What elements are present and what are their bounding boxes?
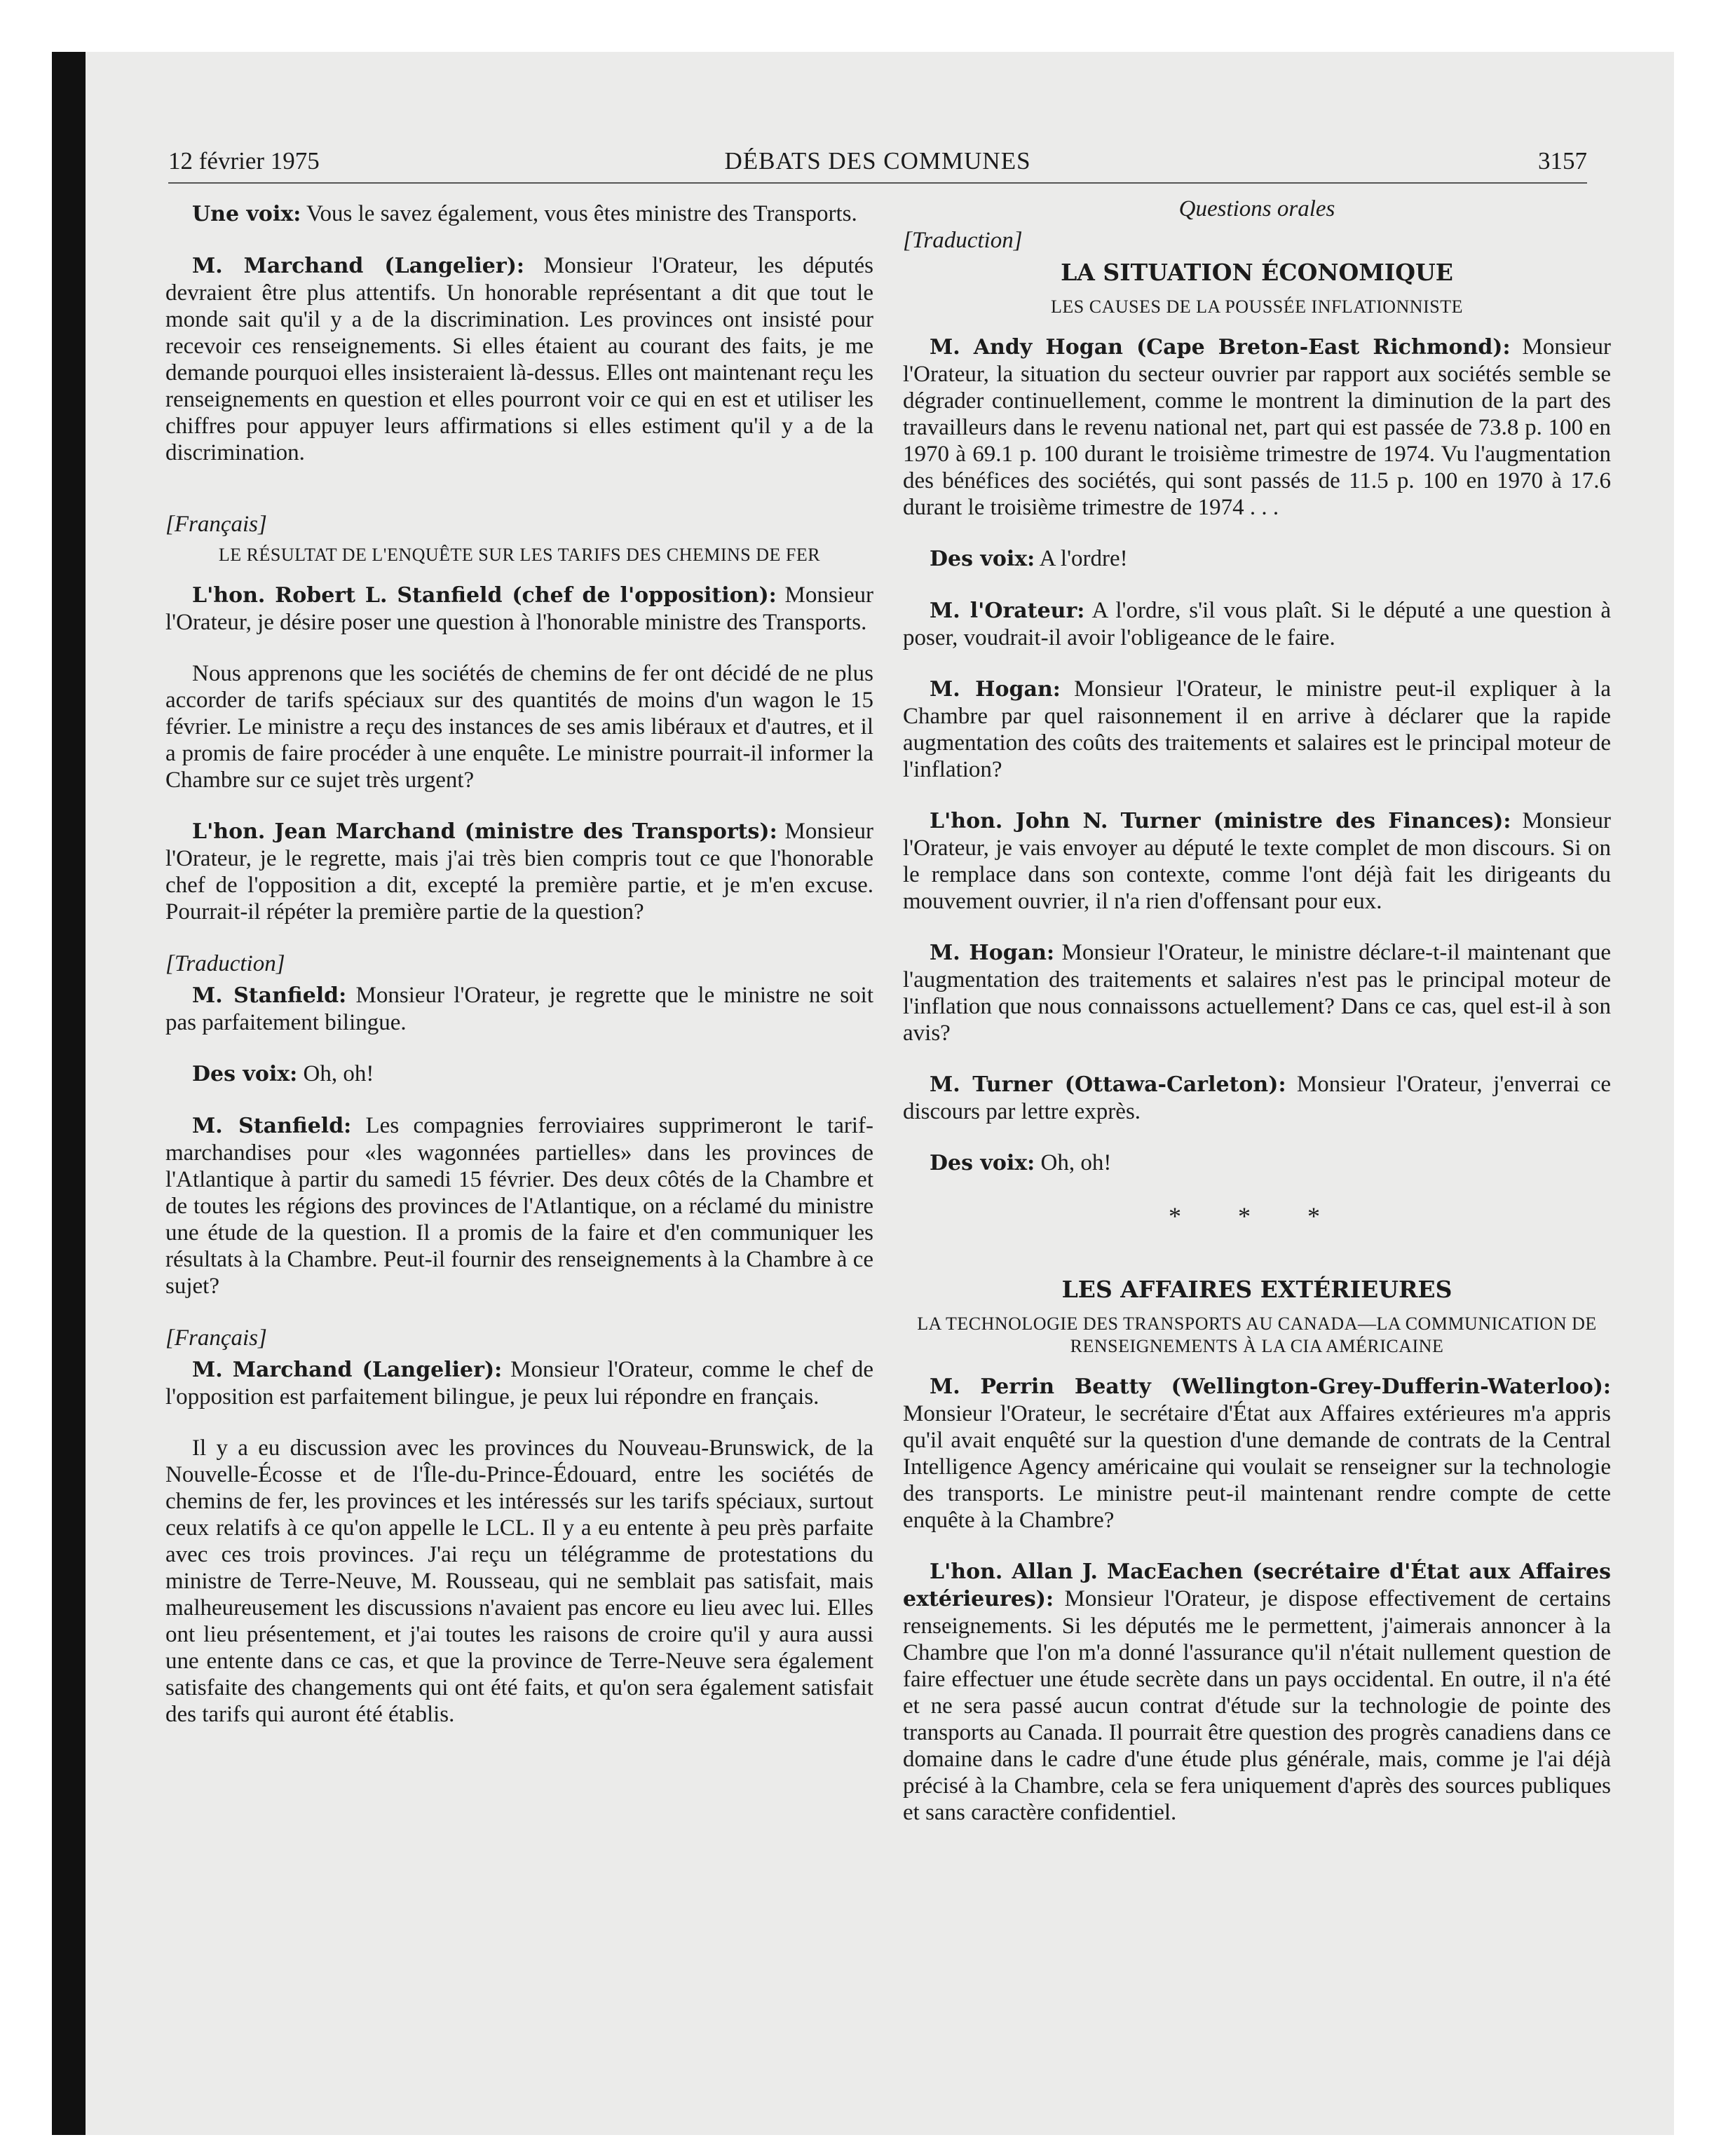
paragraph [165, 1112, 873, 1299]
document-page [86, 52, 1674, 2135]
speaker: M. Hogan: [930, 941, 1055, 965]
speech-text: Oh, oh! [1035, 1150, 1112, 1175]
speaker: M. Marchand (Langelier): [192, 254, 524, 278]
speech-text: Monsieur l'Orateur, les députés devraient être plus attentifs. Un honorable représentant a dit que tout le monde sait qu'il y a de la discrimination. Les provinces ont insisté pour recevoir ces renseignements. Si elles étaient au courant des faits, je me demande pourquoi elles insisteraient là-dessus. Elles ont maintenant reçu les renseignements en question et elles pourront voir ce qui en est et utiliser les chiffres pour appuyer leurs affirmations si elles estiment qu'il y a de la discrimination. [165, 253, 873, 465]
speech-text: Monsieur l'Orateur, je le regrette, mais j'ai très bien compris tout ce que l'honorable chef de l'opposition a dit, excepté la première partie, et je m'en excuse. Pourrait-il répéter la première partie de la question? [165, 819, 873, 925]
speaker: M. Stanfield: [192, 1114, 352, 1138]
paragraph: Il y a eu discussion avec les provinces du Nouveau-Brunswick, de la Nouvelle-Écosse et de l'Île-du-Prince-Édouard, entre les sociétés de chemins de fer, les provinces et les intéressés sur les tarifs spéciaux, surtout ceux relatifs à ce qu'on appelle le LCL. Il y a eu entente à peu près parfaite avec ces trois provinces. J'ai reçu un télégramme de protestations du ministre de Terre-Neuve, M. Rousseau, qui ne semblait pas satisfait, mais malheureusement les discussions n'avaient pas encore eu lieu avec lui. Elles ont lieu présentement, et j'ai toutes les raisons de croire qu'il y aura aussi une entente dans ce cas, et que la province de Terre-Neuve sera également satisfaite des changements qui ont été faits, et qu'on sera également satisfait des tarifs qui auront été établis. [165, 1435, 873, 1727]
speech-text: A l'ordre! [1035, 546, 1128, 571]
speech-text: A l'ordre, s'il vous plaît. Si le député a une question à poser, voudrait-il avoir l'obligeance de le faire. [903, 598, 1611, 650]
speech-text: Monsieur l'Orateur, je regrette que le ministre ne soit pas parfaitement bilingue. [165, 983, 874, 1035]
speech-text: Monsieur l'Orateur, je dispose effectivement de certains renseignements. Si les députés me le permettent, j'aimerais annoncer à la Chambre que l'on m'a donné l'assurance qu'il n'était nullement question de faire effectuer une étude secrète dans un pays occidental. En outre, il n'a été et ne sera passé aucun contrat d'étude sur la technologie de pointe des transports au Canada. Il pourrait être question des progrès canadiens dans ce domaine dans le cadre d'une étude plus générale, mais, comme je l'ai déjà précisé à la Chambre, cela se fera uniquement d'après des sources publiques et sans caractère confidentiel. [903, 1586, 1611, 1825]
speech-text: Oh, oh! [297, 1061, 374, 1086]
section-heading: LES AFFAIRES EXTÉRIEURES [1061, 1276, 1452, 1303]
speech-text: Monsieur l'Orateur, le ministre peut-il expliquer à la Chambre par quel raisonnement il en arrive à déclarer que la rapide augmentation des coûts des traitements et salaires est le principal moteur de l'inflation? [903, 676, 1611, 782]
paragraph [165, 582, 873, 636]
speaker: Des voix: [930, 1151, 1035, 1175]
speech-text: Monsieur l'Orateur, je désire poser une question à l'honorable ministre des Transports. [165, 582, 873, 635]
speech-text: Monsieur l'Orateur, la situation du secteur ouvrier par rapport aux sociétés semble se dégrader continuellement, comme le montrent la diminution de la part des travailleurs dans le revenu national net, part qui est passée de 73.8 p. 100 en 1970 à 69.1 p. 100 durant le troisième trimestre de 1974. Vu l'augmentation des bénéfices des sociétés, qui sont passés de 11.5 p. 100 en 1970 à 17.6 durant le troisième trimestre de 1974 . . . [903, 334, 1611, 520]
paragraph [903, 939, 1611, 1046]
speech-text: Vous le savez également, vous êtes ministre des Transports. [301, 201, 857, 226]
speaker: L'hon. Jean Marchand (ministre des Transports): [192, 819, 777, 844]
section-subheading: LE RÉSULTAT DE L'ENQUÊTE SUR LES TARIFS DES CHEMINS DE FER [218, 545, 821, 565]
speaker: Une voix: [192, 202, 301, 226]
speaker: M. Hogan: [930, 677, 1061, 702]
paragraph [165, 1356, 873, 1410]
header-date: 12 février 1975 [168, 147, 320, 175]
language-marker: [Traduction] [165, 951, 285, 976]
speech-text: Les compagnies ferroviaires supprimeront le tarif-marchandises pour «les wagonnées partielles» dans les provinces de l'Atlantique à partir du samedi 15 février. Des deux côtés de la Chambre et de toutes les régions des provinces de l'Atlantique, on a réclamé du ministre une étude de la question. Il a promis de la faire et d'en communiquer les résultats à la Chambre. Peut-il fournir des renseignements à la Chambre à ce sujet? [165, 1113, 873, 1299]
header-title: DÉBATS DES COMMUNES [724, 147, 1031, 175]
paragraph [165, 200, 873, 228]
left-column [165, 200, 873, 1752]
paragraph [903, 807, 1611, 915]
paragraph [903, 597, 1611, 651]
section-separator: * * * [1169, 1202, 1345, 1230]
speaker: M. l'Orateur: [930, 599, 1085, 623]
page-number: 3157 [1538, 147, 1587, 175]
section-label: Questions orales [1178, 196, 1335, 221]
paragraph [903, 1071, 1611, 1125]
paragraph [903, 1373, 1611, 1534]
paragraph [903, 545, 1611, 573]
speech-text: Monsieur l'Orateur, le ministre déclare-t-il maintenant que l'augmentation des traitements et salaires n'est pas le principal moteur de l'inflation que nous connaissons actuellement? Dans ce cas, quel est-il à son avis? [903, 940, 1611, 1046]
speech-text: Monsieur l'Orateur, le secrétaire d'État aux Affaires extérieures m'a appris qu'il avait enquêté sur la question d'une demande de contrats de la Central Intelligence Agency américaine qui voulait se renseigner sur la technologie des transports. Le ministre peut-il maintenant rendre compte de cette enquête à la Chambre? [903, 1401, 1611, 1533]
section-subheading: LA TECHNOLOGIE DES TRANSPORTS AU CANADA—LA COMMUNICATION DE RENSEIGNEMENTS À LA CIA AMÉRICAINE [917, 1314, 1597, 1356]
speaker: M. Stanfield: [192, 983, 347, 1008]
speech-text: Monsieur l'Orateur, j'enverrai ce discours par lettre exprès. [903, 1072, 1611, 1124]
speaker: Des voix: [192, 1062, 298, 1086]
speech-text: Monsieur l'Orateur, je vais envoyer au député le texte complet de mon discours. Si on le remplace dans son contexte, comme l'ont déjà fait les dirigeants du mouvement ouvrier, il n'a rien d'offensant pour eux. [903, 808, 1611, 914]
language-marker: [Français] [165, 512, 267, 537]
paragraph [165, 982, 873, 1036]
paragraph [903, 676, 1611, 783]
paragraph [903, 1558, 1611, 1826]
language-marker: [Français] [165, 1325, 267, 1351]
speaker: L'hon. Allan J. MacEachen (secrétaire d'État aux Affaires extérieures): [903, 1560, 1611, 1611]
speaker: L'hon. Robert L. Stanfield (chef de l'opposition): [192, 583, 777, 608]
paragraph [165, 252, 873, 466]
paragraph: Nous apprenons que les sociétés de chemins de fer ont décidé de ne plus accorder de tarifs spéciaux sur des quantités de moins d'un wagon le 15 février. Le ministre a reçu des instances de ses amis libéraux et d'autres, et il a promis de faire procéder à une enquête. Le ministre pourrait-il informer la Chambre sur ce sujet très urgent? [165, 661, 873, 793]
section-subheading: LES CAUSES DE LA POUSSÉE INFLATIONNISTE [1051, 296, 1463, 317]
paragraph [903, 1149, 1611, 1177]
speaker: L'hon. John N. Turner (ministre des Finances): [930, 809, 1511, 833]
paragraph [165, 1060, 873, 1088]
speaker: M. Marchand (Langelier): [192, 1358, 503, 1382]
paragraph [165, 818, 873, 925]
speech-text: Monsieur l'Orateur, comme le chef de l'opposition est parfaitement bilingue, je peux lui répondre en français. [165, 1357, 873, 1410]
language-marker: [Traduction] [903, 228, 1023, 253]
section-heading: LA SITUATION ÉCONOMIQUE [1061, 259, 1453, 286]
speaker: M. Turner (Ottawa-Carleton): [930, 1072, 1286, 1097]
page-header [168, 147, 1587, 184]
speaker: Des voix: [930, 547, 1035, 571]
paragraph [903, 334, 1611, 521]
speaker: M. Perrin Beatty (Wellington-Grey-Dufferin-Waterloo): [930, 1374, 1611, 1399]
speaker: M. Andy Hogan (Cape Breton-East Richmond): [930, 335, 1511, 360]
scan-edge-bar [52, 52, 86, 2135]
right-column [903, 196, 1611, 1850]
